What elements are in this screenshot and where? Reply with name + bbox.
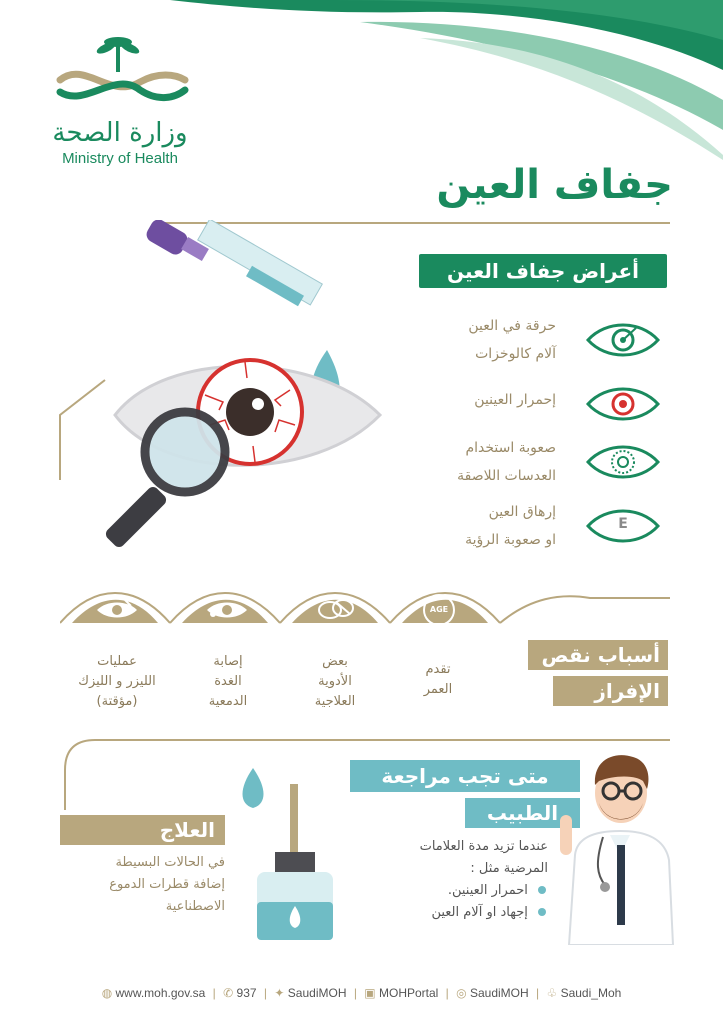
symptom-1-line1: حرقة في العين (468, 318, 556, 334)
cause-age (388, 660, 488, 700)
symptom-2-line1: إحمرار العينين (474, 392, 556, 408)
moh-logo (40, 30, 200, 170)
cause-laser-line2: الليزر و الليزك (78, 674, 156, 689)
eye-red-icon (586, 384, 660, 424)
age-icon (423, 594, 455, 626)
cause-medication-line2: الأدوية (318, 674, 352, 689)
tear-gland-icon (205, 598, 249, 622)
causes-wave-decoration (60, 578, 680, 638)
laser-eye-icon (95, 598, 139, 622)
logo-english-text: Ministry of Health (62, 150, 178, 167)
eye-dropper-icon (144, 220, 323, 306)
cause-laser-line3: (مؤقتة) (96, 694, 138, 709)
doctor-intro-line2: المرضية مثل : (470, 861, 548, 876)
globe-icon: ◍ (101, 986, 113, 1000)
eye-target-icon (586, 320, 660, 360)
magnifier-icon (103, 412, 225, 550)
doctor-intro-line1: عندما تزيد مدة العلامات (419, 839, 548, 854)
doctor-heading-line2: الطبيب (465, 798, 580, 828)
symptom-4-line1: إرهاق العين (488, 504, 556, 520)
bullet-dot-icon (538, 908, 546, 916)
twitter-icon: ✦ (274, 986, 285, 1000)
doctor-bullet-1 (360, 880, 546, 902)
causes-heading-line2: الإفراز (553, 676, 668, 706)
eye-drops-bottle-icon (235, 762, 345, 942)
snapchat-icon: ♧ (546, 986, 558, 1000)
symptom-1-line2: آلام كالوخزات (475, 346, 556, 362)
cause-laser (67, 652, 167, 712)
treatment-text (60, 852, 225, 918)
symptom-4-line2: او صعوبة الرؤية (465, 532, 556, 548)
cause-age-line1: تقدم (425, 662, 451, 677)
cause-tear-gland-line1: إصابة (213, 654, 243, 669)
bullet-dot-icon (538, 886, 546, 894)
page-title: جفاف العين (436, 162, 673, 208)
youtube-icon: ▣ (364, 986, 376, 1000)
cause-medication-line3: العلاجية (314, 694, 356, 709)
eye-letter-icon (586, 506, 660, 546)
instagram-icon: ◎ (456, 986, 467, 1000)
treatment-heading: العلاج (60, 815, 225, 845)
doctor-bullet-2 (360, 902, 546, 924)
footer-phone[interactable]: 937 (236, 986, 257, 1000)
cause-tear-gland (178, 652, 278, 712)
causes-heading-line1: أسباب نقص (528, 640, 668, 670)
footer-website[interactable]: www.moh.gov.sa (115, 986, 206, 1000)
pills-icon (316, 596, 356, 622)
dry-eye-illustration (95, 220, 395, 550)
treatment-line3: الاصطناعية (165, 899, 225, 914)
footer-youtube[interactable]: MOHPortal (378, 986, 439, 1000)
treatment-line1: في الحالات البسيطة (115, 855, 225, 870)
symptom-item-1 (380, 312, 660, 368)
symptoms-heading: أعراض جفاف العين (419, 254, 667, 288)
cause-medication (285, 652, 385, 712)
footer-twitter[interactable]: SaudiMOH (287, 986, 347, 1000)
doctor-bullet-2-text: إجهاد او آلام العين (431, 905, 528, 920)
footer-contact-bar: ◍ www.moh.gov.sa | ✆ 937 | ✦ SaudiMOH | ▣ MOHPortal | ◎ SaudiMOH | ♧ Saudi_Moh (101, 986, 622, 1000)
palm-sword-logo-icon (40, 30, 200, 110)
cause-medication-line1: بعض (322, 654, 348, 669)
age-badge-text: AGE (429, 605, 449, 614)
symptom-item-3 (380, 434, 660, 490)
cause-tear-gland-line3: الدمعية (208, 694, 248, 709)
logo-arabic-text: وزارة الصحة (52, 118, 188, 148)
symptom-3-line2: العدسات اللاصقة (457, 468, 556, 484)
cause-age-line2: العمر (423, 682, 453, 697)
symptom-3-line1: صعوبة استخدام (465, 440, 556, 456)
doctor-illustration (555, 745, 685, 945)
doctor-text (360, 836, 548, 924)
cause-laser-line1: عمليات (97, 654, 137, 669)
symptom-item-4 (380, 498, 660, 554)
symptom-item-2 (380, 384, 660, 424)
cause-tear-gland-line2: الغدة (214, 674, 242, 689)
treatment-line2: إضافة قطرات الدموع (109, 877, 225, 892)
phone-icon: ✆ (223, 986, 234, 1000)
doctor-heading-line1: متى تجب مراجعة (350, 760, 580, 792)
footer-instagram[interactable]: SaudiMOH (469, 986, 529, 1000)
eye-letter: E (618, 516, 628, 532)
footer-snapchat[interactable]: Saudi_Moh (560, 986, 622, 1000)
doctor-bullet-1-text: احمرار العينين. (447, 883, 528, 898)
eye-lens-icon (586, 442, 660, 482)
